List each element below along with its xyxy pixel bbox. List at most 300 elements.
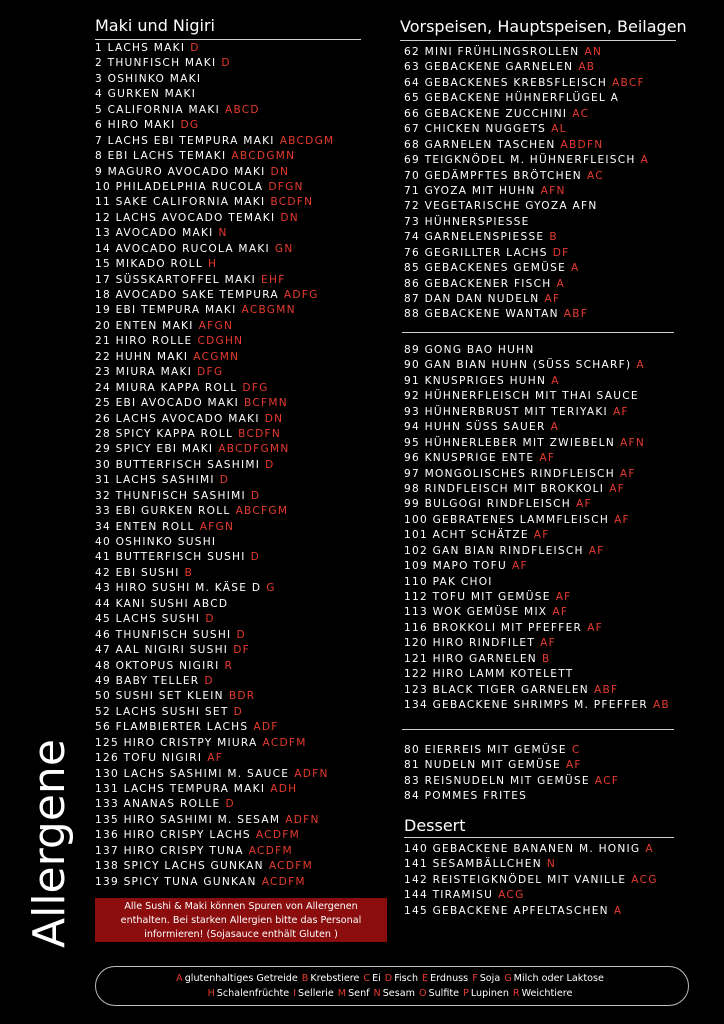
menu-item-name: 18 AVOCADO SAKE TEMPURA — [95, 289, 279, 301]
menu-item-name: 48 OKTOPUS NIGIRI — [95, 659, 220, 672]
menu-item-name: 81 NUDELN MIT GEMÜSE — [404, 759, 561, 772]
menu-item — [404, 76, 649, 91]
allergen-codes: D — [250, 489, 261, 502]
allergen-codes: AF — [540, 637, 556, 650]
menu-item-name: 28 SPICY KAPPA ROLL — [95, 427, 234, 440]
menu-item-name: 6 HIRO MAKI — [95, 119, 176, 132]
menu-item-name: 32 THUNFISCH SASHIMI — [95, 489, 246, 502]
allergen-codes: ADFN — [294, 767, 329, 780]
menu-item — [404, 292, 649, 307]
menu-item — [404, 374, 670, 389]
menu-item — [404, 246, 649, 261]
menu-item — [95, 165, 334, 180]
menu-item-name: 11 SAKE CALIFORNIA MAKI — [95, 196, 266, 209]
menu-item-name: 126 TOFU NIGIRI — [95, 752, 203, 765]
allergen-codes: ADF — [253, 721, 279, 734]
menu-item — [404, 45, 649, 60]
vorspeisen-heading-rule — [400, 40, 676, 41]
menu-item — [95, 180, 334, 195]
allergen-codes: B — [184, 566, 194, 579]
maki-heading-rule — [95, 39, 361, 40]
menu-item-name: 44 KANI SUSHI ABCD — [95, 597, 229, 610]
menu-item-name: 7 LACHS EBI TEMPURA MAKI — [95, 134, 275, 147]
menu-item-name: 56 FLAMBIERTER LACHS — [95, 721, 249, 734]
allergen-codes: B — [541, 652, 551, 665]
legend-key: N — [373, 988, 381, 999]
menu-item — [95, 365, 334, 380]
allergen-codes: AF — [552, 606, 569, 619]
menu-item — [404, 857, 658, 872]
allergen-codes: AB — [652, 699, 670, 712]
menu-item — [95, 736, 334, 751]
allergen-codes: ACDFM — [261, 875, 306, 888]
allergen-codes: ABCF — [612, 76, 645, 89]
menu-item-name: 121 HIRO GARNELEN — [404, 652, 537, 665]
allergen-codes: AN — [584, 46, 603, 58]
menu-item-name: 73 HÜHNERSPIESSE — [404, 215, 530, 228]
menu-item-name: 130 LACHS SASHIMI M. SAUCE — [95, 767, 290, 780]
menu-item — [404, 343, 670, 358]
menu-item — [95, 458, 334, 473]
menu-item — [404, 513, 670, 528]
menu-item — [404, 575, 670, 590]
maki-heading: Maki und Nigiri — [95, 16, 215, 35]
allergen-codes: BDR — [228, 690, 256, 703]
allergen-codes: ACDFM — [262, 736, 307, 749]
menu-item-name: 91 KNUSPRIGES HUHN — [404, 374, 547, 387]
menu-item — [404, 528, 670, 543]
menu-item — [95, 705, 334, 720]
dessert-list — [404, 842, 658, 919]
menu-item — [404, 122, 649, 137]
menu-item-name: 131 LACHS TEMPURA MAKI — [95, 783, 266, 795]
allergen-codes: AF — [207, 752, 224, 765]
menu-item — [95, 257, 334, 272]
menu-item — [95, 720, 334, 735]
allergen-codes: EHF — [261, 273, 286, 286]
maki-list — [95, 41, 334, 890]
menu-item-name: 85 GEBACKENES GEMÜSE — [404, 262, 567, 275]
menu-item-name: 30 BUTTERFISCH SASHIMI — [95, 458, 261, 471]
menu-item — [95, 273, 334, 288]
menu-item-name: 67 CHICKEN NUGGETS — [404, 123, 547, 136]
menu-item — [404, 667, 670, 682]
menu-item-name: 63 GEBACKENE GARNELEN — [404, 61, 574, 74]
menu-item — [95, 828, 334, 843]
menu-item — [404, 683, 670, 698]
menu-item-name: 74 GARNELENSPIESSE — [404, 231, 545, 244]
menu-item — [95, 195, 334, 210]
legend-key: B — [301, 973, 309, 984]
menu-item-name: 110 PAK CHOI — [404, 575, 493, 588]
allergen-codes: G — [266, 582, 276, 595]
allergen-codes: H — [208, 258, 218, 271]
allergen-codes: DN — [270, 165, 290, 178]
allergen-legend — [95, 966, 689, 1006]
allergen-codes: A — [556, 277, 566, 290]
menu-item — [95, 643, 334, 658]
allergen-codes: D — [190, 42, 200, 54]
allergen-codes: ABCDFGMN — [218, 443, 290, 456]
menu-item — [95, 118, 334, 133]
allergen-codes: BCDFN — [270, 196, 314, 209]
allergen-codes: ABDFN — [560, 138, 604, 151]
allergen-codes: DN — [280, 211, 299, 224]
menu-item-name: 76 GEGRILLTER LACHS — [404, 246, 548, 259]
allergen-codes: DG — [180, 119, 200, 132]
menu-item-name: 29 SPICY EBI MAKI — [95, 443, 214, 456]
menu-item-name: 24 MIURA KAPPA ROLL — [95, 381, 238, 394]
beilagen-list — [404, 743, 619, 805]
legend-key: O — [418, 988, 427, 999]
menu-item-name: 138 SPICY LACHS GUNKAN — [95, 860, 264, 873]
menu-item-name: 10 PHILADELPHIA RUCOLA — [95, 180, 264, 193]
legend-key: D — [384, 973, 393, 984]
legend-key: I — [293, 988, 297, 999]
legend-label: Erdnuss — [430, 973, 469, 984]
menu-item-name: 13 AVOCADO MAKI — [95, 227, 214, 240]
allergen-codes: ACBGMN — [241, 304, 296, 317]
legend-label: Soja — [479, 973, 501, 984]
menu-item-name: 19 EBI TEMPURA MAKI — [95, 304, 237, 317]
allergen-codes: R — [224, 659, 234, 672]
allergen-codes: ADFG — [283, 289, 319, 301]
menu-item — [95, 581, 334, 596]
divider-1 — [402, 332, 674, 333]
menu-item — [95, 319, 334, 334]
allergen-codes: AB — [578, 61, 596, 74]
menu-item-name: 87 DAN DAN NUDELN — [404, 293, 540, 305]
menu-item-name: 1 LACHS MAKI — [95, 42, 186, 54]
menu-item-name: 31 LACHS SASHIMI — [95, 474, 215, 487]
allergen-codes: GN — [274, 242, 294, 255]
menu-item-name: 92 HÜHNERFLEISCH MIT THAI SAUCE — [404, 390, 639, 403]
legend-key: A — [176, 973, 183, 984]
allergen-codes: ACGMN — [193, 350, 240, 363]
allergen-codes: AF — [619, 467, 636, 480]
menu-item — [95, 303, 334, 318]
legend-label: glutenhaltiges Getreide — [184, 973, 298, 984]
menu-item-name: 14 AVOCADO RUCOLA MAKI — [95, 242, 270, 255]
menu-item-name: 133 ANANAS ROLLE — [95, 798, 221, 811]
legend-key: R — [512, 988, 520, 999]
menu-item — [95, 350, 334, 365]
legend-label: Milch oder Laktose — [513, 973, 604, 984]
allergen-codes: AFN — [540, 184, 566, 197]
menu-item-name: 9 MAGURO AVOCADO MAKI — [95, 165, 266, 178]
dessert-heading-rule — [404, 837, 674, 838]
menu-item-name: 45 LACHS SUSHI — [95, 613, 201, 626]
menu-item-name: 43 HIRO SUSHI M. KÄSE D — [95, 582, 262, 595]
allergen-codes: N — [546, 858, 557, 871]
legend-key: E — [422, 973, 429, 984]
menu-item-name: 47 AAL NIGIRI SUSHI — [95, 644, 229, 657]
allergen-codes: A — [571, 262, 580, 275]
legend-label: Senf — [348, 988, 370, 999]
allergen-codes: D — [225, 798, 235, 811]
menu-item — [404, 497, 670, 512]
legend-label: Fisch — [394, 973, 419, 984]
allergen-codes: AF — [539, 452, 556, 465]
menu-item — [95, 41, 334, 56]
allergy-notice — [95, 898, 387, 942]
allergen-codes: DF — [552, 246, 570, 259]
allergen-codes: A — [636, 359, 645, 372]
menu-item-name: 90 GAN BIAN HUHN (SÜSS SCHARF) — [404, 359, 632, 372]
menu-item — [404, 107, 649, 122]
menu-item — [404, 358, 670, 373]
menu-item-name: 62 MINI FRÜHLINGSROLLEN — [404, 46, 580, 58]
menu-item — [95, 242, 334, 257]
menu-item — [95, 520, 334, 535]
menu-item — [95, 844, 334, 859]
menu-item — [404, 888, 658, 903]
menu-item — [404, 698, 670, 713]
allergen-codes: A — [551, 374, 560, 387]
allergen-codes: AFGN — [199, 520, 235, 533]
menu-item — [95, 149, 334, 164]
legend-key: G — [504, 973, 512, 984]
menu-item-name: 145 GEBACKENE APFELTASCHEN — [404, 904, 609, 917]
menu-item-name: 70 GEDÄMPFTES BRÖTCHEN — [404, 169, 582, 182]
allergen-codes: AF — [533, 529, 550, 542]
menu-item — [404, 230, 649, 245]
menu-item — [95, 427, 334, 442]
menu-item — [95, 288, 334, 303]
allergen-codes: AF — [576, 498, 592, 511]
menu-item — [95, 550, 334, 565]
menu-item — [404, 758, 619, 773]
allergen-codes: A — [640, 154, 650, 167]
menu-item — [95, 103, 334, 118]
menu-item — [404, 544, 670, 559]
menu-item-name: 22 HUHN MAKI — [95, 350, 189, 363]
menu-item-name: 65 GEBACKENE HÜHNERFLÜGEL A — [404, 92, 620, 105]
menu-item-name: 52 LACHS SUSHI SET — [95, 705, 229, 718]
allergen-codes: AF — [587, 621, 603, 634]
allergen-codes: B — [549, 231, 558, 244]
menu-item-name: 95 HÜHNERLEBER MIT ZWIEBELN — [404, 436, 615, 449]
menu-item-name: 100 GEBRATENES LAMMFLEISCH — [404, 513, 610, 526]
menu-item — [404, 420, 670, 435]
menu-item-name: 2 THUNFISCH MAKI — [95, 57, 217, 70]
menu-item-name: 135 HIRO SASHIMI M. SESAM — [95, 813, 281, 826]
legend-label: Weichtiere — [521, 988, 573, 999]
menu-item-name: 5 CALIFORNIA MAKI — [95, 103, 220, 116]
menu-item-name: 141 SESAMBÄLLCHEN — [404, 858, 542, 871]
menu-item — [95, 489, 334, 504]
allergen-codes: A — [550, 421, 560, 434]
menu-item — [404, 405, 670, 420]
menu-item-name: 112 TOFU MIT GEMÜSE — [404, 591, 551, 603]
allergen-codes: D — [205, 613, 215, 626]
menu-item-name: 96 KNUSPRIGE ENTE — [404, 452, 535, 465]
menu-item-name: 134 GEBACKENE SHRIMPS M. PFEFFER — [404, 699, 648, 712]
menu-item-name: 12 LACHS AVOCADO TEMAKI — [95, 211, 276, 224]
allergen-codes: DFG — [197, 366, 224, 379]
menu-item — [404, 774, 619, 789]
menu-item-name: 41 BUTTERFISCH SUSHI — [95, 551, 246, 564]
menu-item — [95, 211, 334, 226]
menu-item — [95, 396, 334, 411]
menu-item — [95, 535, 334, 550]
allergen-codes: ABF — [563, 308, 589, 321]
menu-item — [404, 277, 649, 292]
menu-item-name: 46 THUNFISCH SUSHI — [95, 628, 232, 641]
menu-item — [404, 482, 670, 497]
menu-item — [404, 184, 649, 199]
menu-item — [404, 904, 658, 919]
allergen-codes: AF — [614, 513, 630, 526]
menu-item — [95, 597, 334, 612]
menu-item-name: 25 EBI AVOCADO MAKI — [95, 397, 239, 410]
allergen-codes: AF — [609, 482, 626, 495]
legend-key: F — [472, 973, 478, 984]
menu-item — [95, 859, 334, 874]
allergen-codes: D — [204, 674, 214, 687]
menu-item-name: 49 BABY TELLER — [95, 674, 200, 687]
menu-item-name: 83 REISNUDELN MIT GEMÜSE — [404, 774, 590, 787]
menu-item-name: 50 SUSHI SET KLEIN — [95, 690, 224, 703]
allergen-codes: AF — [565, 759, 582, 772]
menu-item — [404, 873, 658, 888]
allergen-codes: ACDFM — [268, 860, 313, 873]
legend-key: C — [363, 973, 371, 984]
menu-item-name: 98 RINDFLEISCH MIT BROKKOLI — [404, 482, 605, 495]
menu-item — [95, 72, 334, 87]
legend-row-1 — [96, 971, 688, 986]
menu-item-name: 89 GONG BAO HUHN — [404, 344, 535, 356]
menu-item — [95, 628, 334, 643]
allergen-codes: DN — [264, 412, 284, 425]
menu-item-name: 72 VEGETARISCHE GYOZA AFN — [404, 200, 598, 213]
menu-item — [95, 134, 334, 149]
menu-item-name: 109 MAPO TOFU — [404, 560, 507, 573]
allergen-codes: ACDFM — [248, 844, 293, 857]
menu-item — [95, 674, 334, 689]
legend-row-2 — [96, 986, 688, 1001]
menu-item — [404, 60, 649, 75]
menu-item — [95, 797, 334, 812]
allergen-codes: ABCFGM — [235, 505, 289, 518]
menu-item — [95, 813, 334, 828]
allergen-codes: ABCD — [224, 103, 260, 116]
legend-label: Sesam — [382, 988, 415, 999]
allergen-codes: AFN — [620, 436, 646, 449]
menu-item — [404, 389, 670, 404]
menu-item — [404, 153, 649, 168]
allergen-codes: A — [645, 843, 654, 855]
menu-item-name: 86 GEBACKENER FISCH — [404, 277, 552, 290]
allergen-codes: N — [218, 227, 228, 240]
legend-label: Sellerie — [298, 988, 334, 999]
allergen-codes: ABCDGMN — [231, 150, 296, 163]
menu-item-name: 66 GEBACKENE ZUCCHINI — [404, 107, 568, 120]
allergen-codes: AF — [612, 405, 629, 418]
menu-item — [404, 307, 649, 322]
allergen-codes: AF — [588, 544, 605, 557]
menu-item-name: 23 MIURA MAKI — [95, 366, 193, 379]
allergen-codes: ADH — [270, 783, 298, 795]
allergen-codes: AF — [555, 591, 572, 603]
menu-item-name: 122 HIRO LAMM KOTELETT — [404, 668, 574, 681]
menu-item — [95, 334, 334, 349]
allergen-codes: AFGN — [198, 319, 234, 332]
allergen-codes: ACG — [498, 889, 525, 902]
allergen-codes: D — [265, 458, 275, 471]
vorspeisen-heading: Vorspeisen, Hauptspeisen, Beilagen — [400, 17, 687, 36]
menu-item — [95, 442, 334, 457]
menu-item-name: 84 POMMES FRITES — [404, 790, 528, 803]
allergen-codes: DF — [233, 644, 250, 657]
menu-item — [404, 467, 670, 482]
legend-label: Krebstiere — [310, 973, 360, 984]
menu-item-name: 88 GEBACKENE WANTAN — [404, 308, 559, 321]
menu-item — [95, 689, 334, 704]
menu-item — [404, 261, 649, 276]
menu-item-name: 34 ENTEN ROLL — [95, 520, 195, 533]
legend-label: Schalenfrüchte — [216, 988, 290, 999]
menu-item — [95, 381, 334, 396]
menu-item-name: 116 BROKKOLI MIT PFEFFER — [404, 621, 583, 634]
allergen-codes: ABCDGM — [279, 134, 335, 147]
menu-item — [404, 652, 670, 667]
menu-item — [404, 451, 670, 466]
menu-item-name: 68 GARNELEN TASCHEN — [404, 138, 556, 151]
menu-item — [404, 199, 649, 214]
menu-item-name: 137 HIRO CRISPY TUNA — [95, 844, 244, 857]
allergen-codes: D — [233, 705, 243, 718]
allergen-codes: ADFN — [285, 813, 320, 826]
menu-item — [95, 87, 334, 102]
menu-item — [404, 621, 670, 636]
menu-item — [95, 767, 334, 782]
menu-item — [95, 612, 334, 627]
menu-item-name: 26 LACHS AVOCADO MAKI — [95, 412, 260, 425]
menu-item — [95, 751, 334, 766]
menu-item-name: 64 GEBACKENES KREBSFLEISCH — [404, 76, 608, 89]
allergen-codes: D — [221, 57, 231, 70]
menu-item-name: 102 GAN BIAN RINDFLEISCH — [404, 544, 584, 557]
menu-item — [404, 636, 670, 651]
menu-item — [95, 659, 334, 674]
menu-item — [95, 875, 334, 890]
menu-item-name: 71 GYOZA MIT HUHN — [404, 184, 536, 197]
legend-key: H — [207, 988, 215, 999]
menu-item — [95, 226, 334, 241]
divider-2 — [402, 729, 674, 730]
menu-item-name: 125 HIRO CRISTPY MIURA — [95, 736, 258, 749]
allergen-codes: ACF — [594, 774, 620, 787]
menu-item — [404, 138, 649, 153]
legend-key: P — [463, 988, 469, 999]
allergen-codes: C — [571, 744, 581, 756]
legend-label: Sulfite — [428, 988, 460, 999]
menu-item-name: 4 GURKEN MAKI — [95, 88, 197, 101]
menu-item-name: 136 HIRO CRISPY LACHS — [95, 829, 251, 842]
hauptspeisen-list — [404, 343, 670, 714]
menu-item — [95, 566, 334, 581]
menu-item — [404, 559, 670, 574]
notice-line-3: informieren! (Sojasauce enthält Gluten ) — [144, 929, 338, 940]
menu-item-name: 33 EBI GURKEN ROLL — [95, 505, 231, 518]
menu-item — [404, 215, 649, 230]
menu-item-name: 3 OSHINKO MAKI — [95, 72, 202, 85]
allergen-codes: AL — [551, 123, 567, 136]
allergen-codes: BCDFN — [238, 427, 282, 440]
allergen-codes: A — [613, 904, 623, 917]
menu-item — [404, 789, 619, 804]
